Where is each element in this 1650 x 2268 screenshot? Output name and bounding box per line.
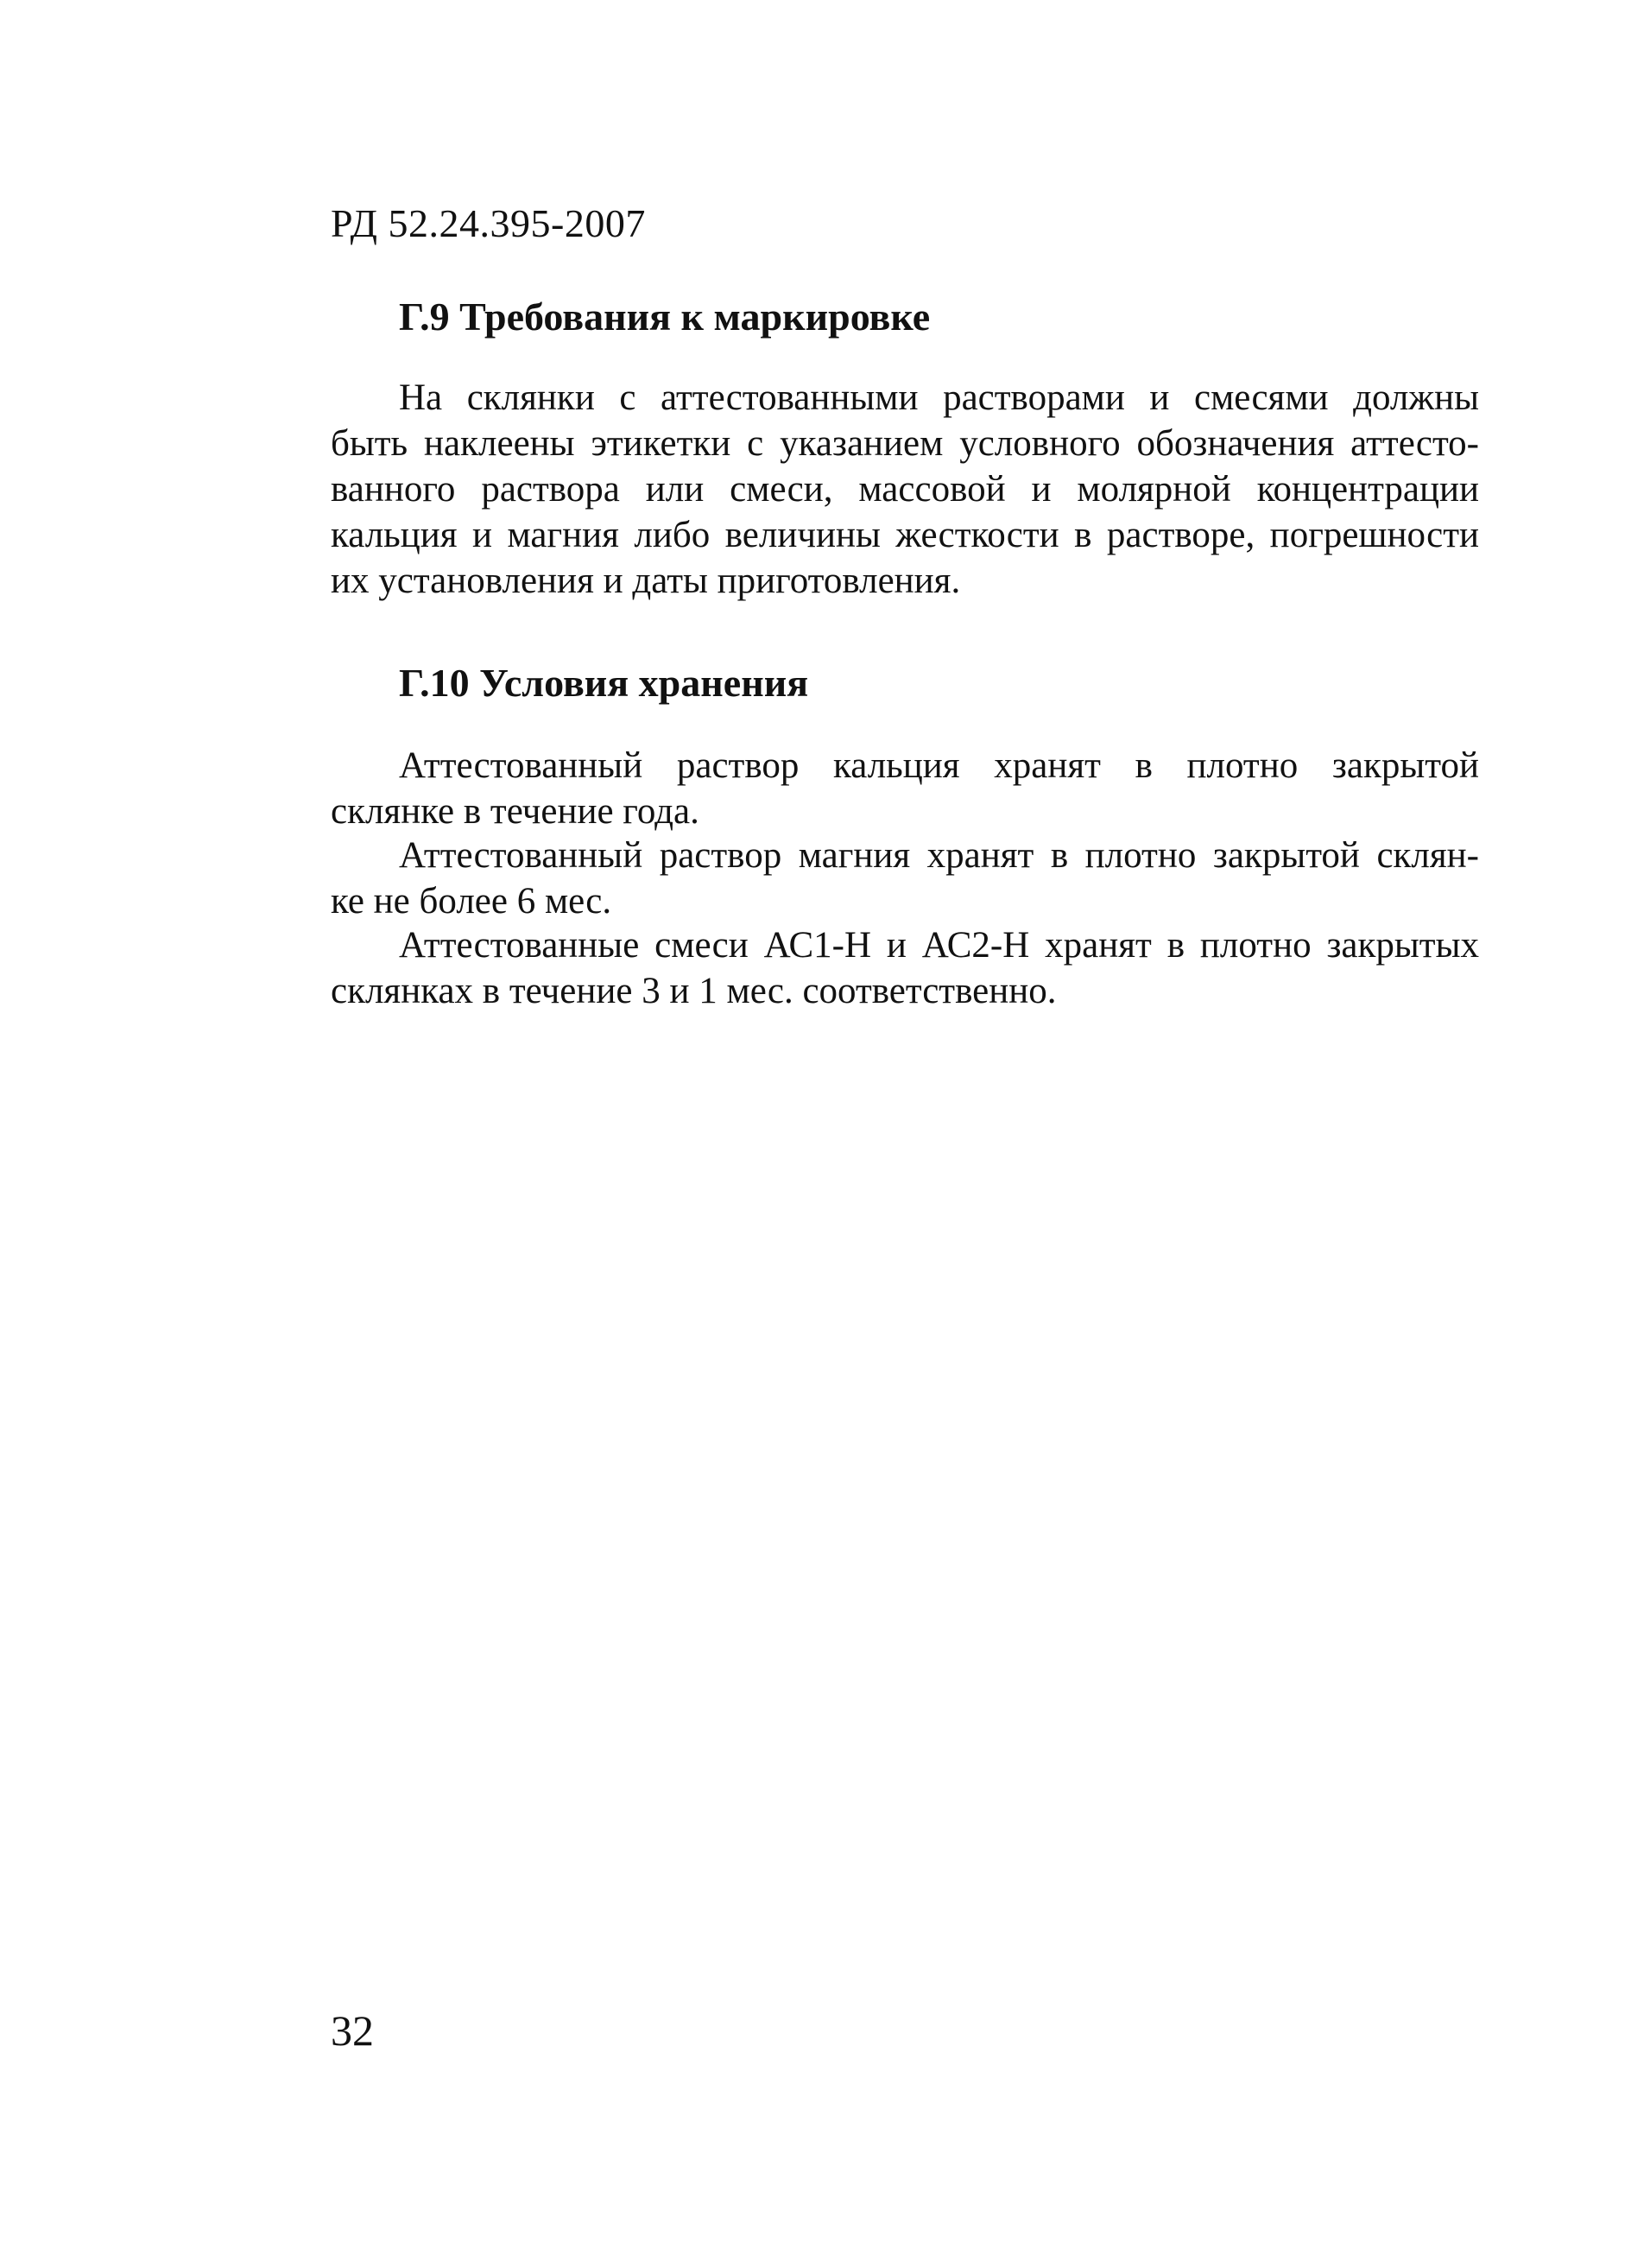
paragraph-mixtures-storage	[331, 922, 1479, 1014]
paragraph-marking-requirements	[331, 375, 1479, 604]
text-line: быть наклеены этикетки с указанием условного обозначения аттесто-	[331, 423, 1479, 464]
document-code: РД 52.24.395-2007	[331, 201, 646, 245]
section-heading-g9: Г.9 Требования к маркировке	[399, 295, 931, 339]
text-line: их установления и даты приготовления.	[331, 561, 961, 601]
text-line: склянке в течение года.	[331, 791, 699, 832]
text-line: склянках в течение 3 и 1 мес. соответственно.	[331, 971, 1057, 1011]
text-line: кальция и магния либо величины жесткости в растворе, погрешности	[331, 515, 1479, 555]
text-line: ке не более 6 мес.	[331, 881, 612, 922]
page-number: 32	[331, 2006, 374, 2055]
text-line: ванного раствора или смеси, массовой и молярной концентрации	[331, 469, 1479, 510]
section-heading-g10: Г.10 Условия хранения	[399, 661, 809, 705]
text-line: Аттестованные смеси АС1-Н и АС2-Н хранят в плотно закрытых	[399, 925, 1479, 966]
paragraph-magnesium-storage	[331, 833, 1479, 924]
paragraph-calcium-storage	[331, 743, 1479, 834]
text-line: На склянки с аттестованными растворами и смесями должны	[399, 377, 1479, 418]
text-line: Аттестованный раствор магния хранят в плотно закрытой склян-	[399, 835, 1479, 876]
text-line: Аттестованный раствор кальция хранят в плотно закрытой	[399, 745, 1479, 786]
